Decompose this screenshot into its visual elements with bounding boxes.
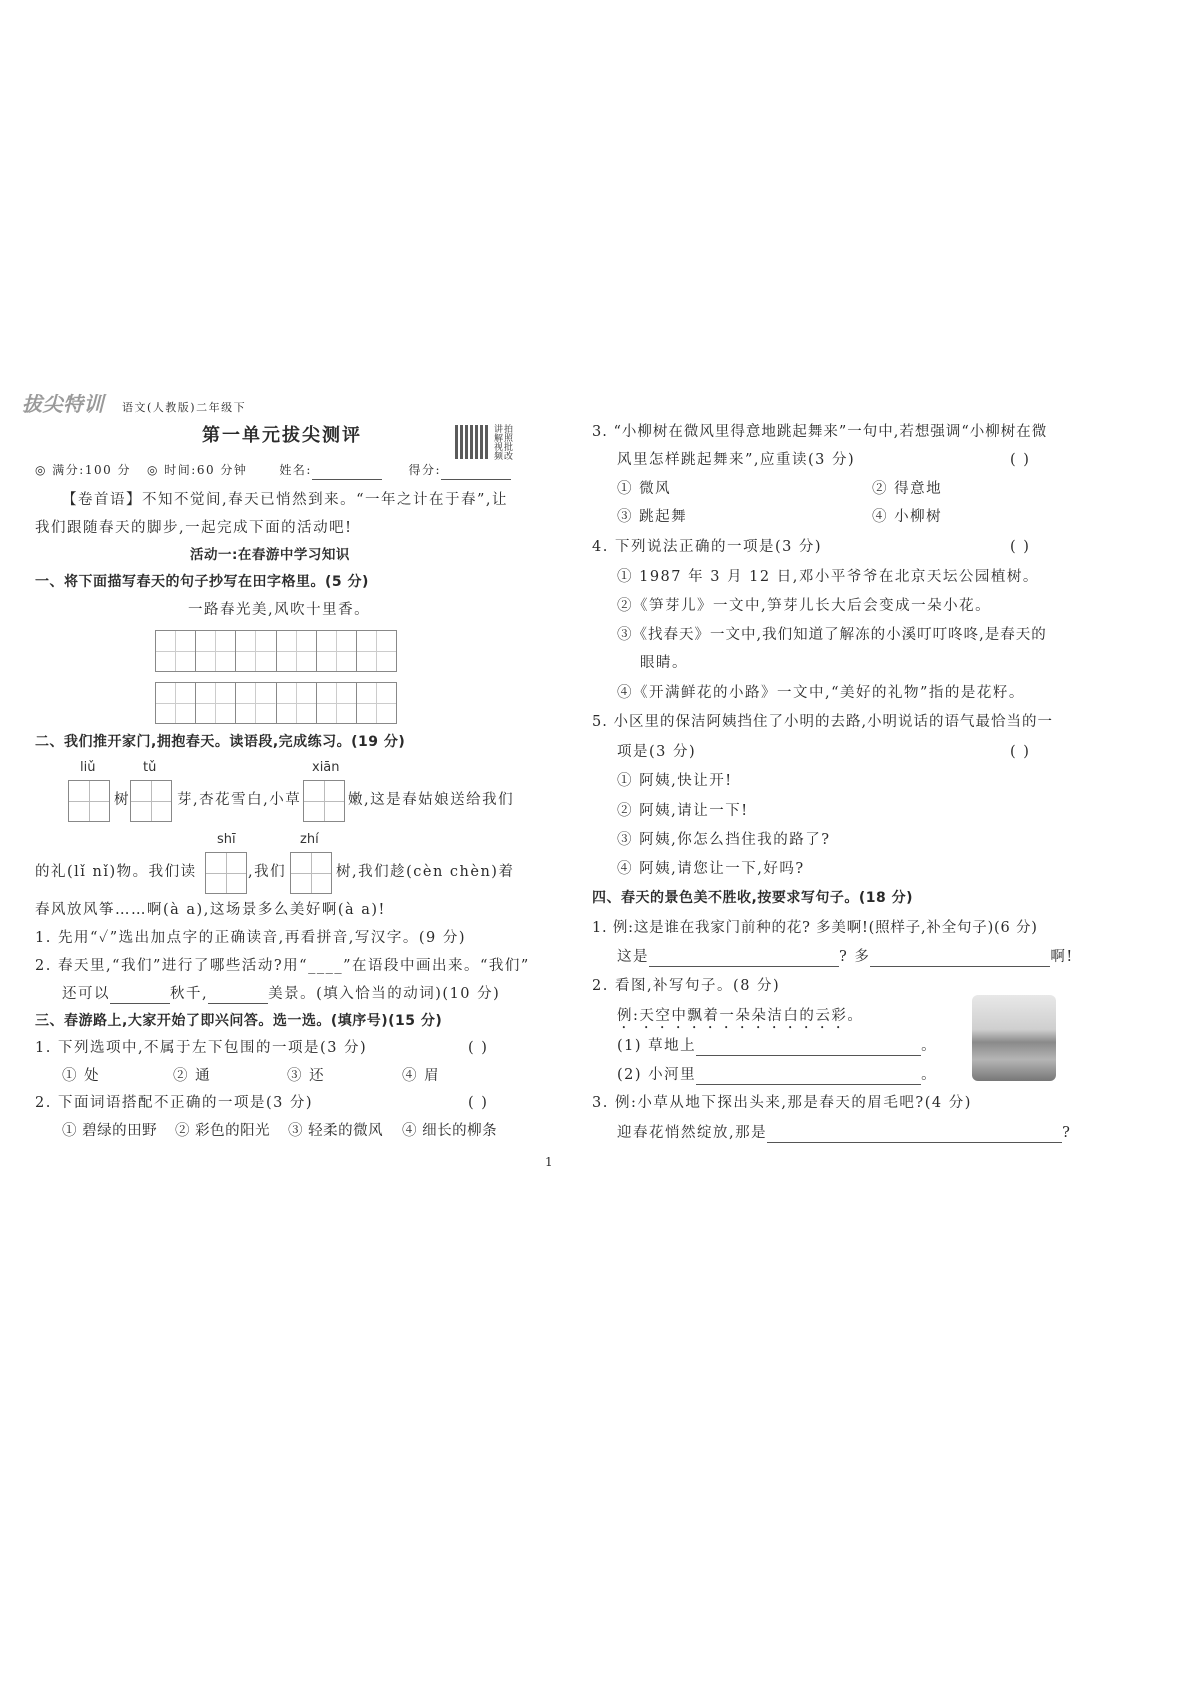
option: ③ 阿姨,你怎么挡住我的路了? [617, 832, 831, 848]
page-number: 1 [545, 1155, 555, 1169]
option: ③ 跳起舞 [617, 509, 688, 525]
char-box[interactable] [303, 780, 345, 822]
answer-paren[interactable]: ( ) [468, 1040, 489, 1056]
example-sentence: 例:天空中飘着一朵朵洁白的云彩。 [617, 1008, 864, 1024]
text: 嫩,这是春姑娘送给我们 [348, 792, 515, 808]
text: 还可以 [62, 986, 110, 1002]
activity-heading: 活动一:在春游中学习知识 [190, 547, 350, 563]
pinyin: xiān [312, 760, 340, 775]
option: ② 彩色的阳光 [175, 1123, 271, 1139]
option: ③ 还 [287, 1068, 326, 1084]
option: ① 1987 年 3 月 12 日,邓小平爷爷在北京天坛公园植树。 [617, 569, 1039, 585]
option: ③ 轻柔的微风 [288, 1123, 384, 1139]
intro-line-1: 【卷首语】不知不觉间,春天已悄然到来。“一年之计在于春”,让 [62, 492, 509, 508]
answer-blank[interactable] [767, 1128, 1062, 1143]
answer-paren[interactable]: ( ) [468, 1095, 489, 1111]
qr-label-2: 拍照批改 [502, 424, 512, 460]
char-box[interactable] [130, 780, 172, 822]
text: 春风放风筝……啊(à a),这场景多么美好啊(à a)! [35, 902, 386, 918]
answer-blank[interactable] [696, 1070, 921, 1085]
option: ③《找春天》一文中,我们知道了解冻的小溪叮叮咚咚,是春天的 [617, 627, 1047, 643]
s4-question-2: 2. 看图,补写句子。(8 分) [592, 978, 781, 994]
text: 美景。(填入恰当的动词)(10 分) [268, 986, 501, 1002]
s3-question-5-cont: 项是(3 分) [617, 744, 697, 760]
text: (1) 草地上 [617, 1038, 697, 1054]
option-cont: 眼睛。 [640, 655, 688, 671]
option: ② 通 [173, 1068, 212, 1084]
qr-code-icon [455, 425, 489, 459]
text: 啊! [1050, 949, 1074, 965]
qr-label: 讲解视频 [492, 424, 502, 460]
option: ④ 细长的柳条 [402, 1123, 498, 1139]
section-2-heading: 二、我们推开家门,拥抱春天。读语段,完成练习。(19 分) [35, 734, 406, 750]
text: 秋千, [170, 986, 209, 1002]
option: ②《笋芽儿》一文中,笋芽儿长大后会变成一朵小花。 [617, 598, 992, 614]
s4-question-3: 3. 例:小草从地下探出头来,那是春天的眉毛吧?(4 分) [592, 1095, 972, 1111]
option: ④ 阿姨,请您让一下,好吗? [617, 861, 805, 877]
copy-sentence: 一路春光美,风吹十里香。 [188, 602, 371, 618]
text: ? [1062, 1125, 1072, 1141]
s4-q2-fill-1 [617, 1036, 937, 1056]
full-score: ◎ 满分:100 分 [35, 463, 132, 477]
option: ① 碧绿的田野 [62, 1123, 158, 1139]
option: ④ 眉 [402, 1068, 441, 1084]
intro-line-2: 我们跟随春天的脚步,一起完成下面的活动吧! [35, 520, 353, 536]
s3-question-2: 2. 下面词语搭配不正确的一项是(3 分) [35, 1095, 314, 1111]
option: ① 处 [62, 1068, 101, 1084]
name-field[interactable] [312, 465, 382, 480]
answer-blank[interactable] [208, 989, 268, 1004]
meta-row [35, 460, 511, 480]
page-title: 第一单元拔尖测评 [202, 425, 362, 446]
s4-question-1-fill [617, 947, 1074, 967]
option: ④ 小柳树 [872, 509, 943, 525]
s3-question-3: 3. “小柳树在微风里得意地跳起舞来”一句中,若想强调“小柳树在微 [592, 424, 1048, 440]
answer-paren[interactable]: ( ) [1010, 452, 1031, 468]
s3-question-4: 4. 下列说法正确的一项是(3 分) [592, 539, 823, 555]
option: ④《开满鲜花的小路》一文中,“美好的礼物”指的是花籽。 [617, 685, 1025, 701]
answer-paren[interactable]: ( ) [1010, 539, 1031, 555]
answer-blank[interactable] [110, 989, 170, 1004]
logo: 拔尖特训 [22, 392, 104, 416]
s3-question-5: 5. 小区里的保洁阿姨挡住了小明的去路,小明说话的语气最恰当的一 [592, 714, 1054, 730]
option: ① 微风 [617, 481, 672, 497]
answer-paren[interactable]: ( ) [1010, 744, 1031, 760]
option: ① 阿姨,快让开! [617, 773, 733, 789]
text: (2) 小河里 [617, 1067, 697, 1083]
text: 这是 [617, 949, 649, 965]
char-box[interactable] [68, 780, 110, 822]
score-label: 得分: [408, 463, 441, 477]
text: 。 [921, 1038, 938, 1054]
score-field[interactable] [441, 465, 511, 480]
section-1-heading: 一、将下面描写春天的句子抄写在田字格里。(5 分) [35, 574, 369, 590]
option: ② 得意地 [872, 481, 943, 497]
pinyin: tǔ [143, 760, 157, 775]
s2-question-2-fill [62, 984, 500, 1004]
text: ? 多 [839, 949, 871, 965]
answer-blank[interactable] [696, 1041, 921, 1056]
answer-blank[interactable] [649, 952, 839, 967]
writing-grid-1[interactable] [155, 630, 397, 672]
char-box[interactable] [205, 852, 247, 894]
s4-question-1: 1. 例:这是谁在我家门前种的花? 多美啊!(照样子,补全句子)(6 分) [592, 920, 1038, 936]
section-3-heading: 三、春游路上,大家开始了即兴问答。选一选。(填序号)(15 分) [35, 1013, 443, 1029]
char-box[interactable] [290, 852, 332, 894]
text: ,我们 [248, 864, 287, 880]
name-label: 姓名: [279, 463, 312, 477]
time-limit: ◎ 时间:60 分钟 [147, 463, 248, 477]
s2-question-1: 1. 先用“✓”选出加点字的正确读音,再看拼音,写汉字。(9 分) [35, 930, 466, 946]
section-4-heading: 四、春天的景色美不胜收,按要求写句子。(18 分) [592, 890, 913, 906]
text: 的礼(lǐ nǐ)物。我们读 [35, 864, 197, 880]
pinyin: shī [217, 832, 236, 847]
s3-question-3-cont: 风里怎样跳起舞来”,应重读(3 分) [617, 452, 856, 468]
s4-q3-fill [617, 1123, 1071, 1143]
pinyin: zhí [300, 832, 319, 847]
text: 芽,杏花雪白,小草 [177, 792, 302, 808]
s4-q2-fill-2 [617, 1065, 937, 1085]
text: 。 [921, 1067, 938, 1083]
option: ② 阿姨,请让一下! [617, 803, 749, 819]
s2-question-2: 2. 春天里,“我们”进行了哪些活动?用“____”在语段中画出来。“我们” [35, 958, 530, 974]
answer-blank[interactable] [870, 952, 1050, 967]
pinyin: liǔ [80, 760, 96, 775]
spring-landscape-image [972, 995, 1056, 1081]
writing-grid-2[interactable] [155, 682, 397, 724]
subject-label: 语文(人教版)二年级下 [122, 401, 247, 414]
text: 树,我们趁(cèn chèn)着 [336, 864, 515, 880]
text: 树 [114, 792, 130, 808]
s3-question-1: 1. 下列选项中,不属于左下包围的一项是(3 分) [35, 1040, 368, 1056]
text: 迎春花悄然绽放,那是 [617, 1125, 768, 1141]
